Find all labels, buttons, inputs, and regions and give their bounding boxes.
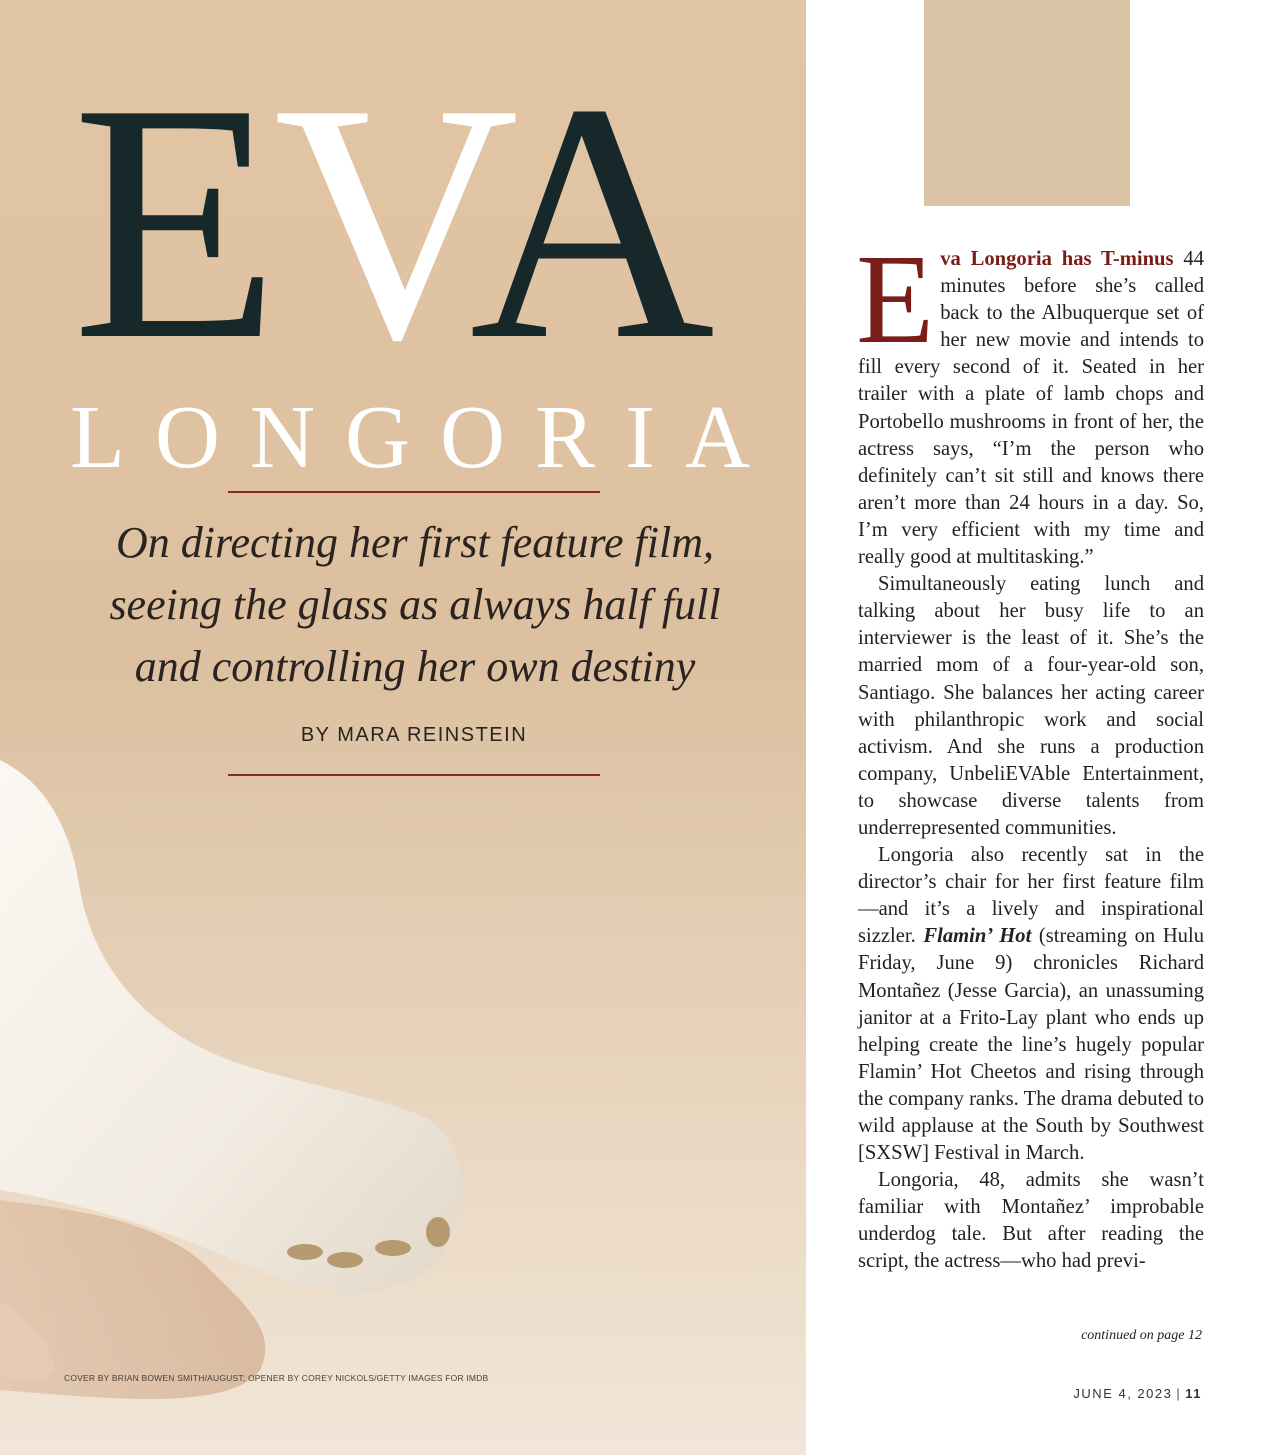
continued-note: continued on page 12	[1081, 1328, 1202, 1343]
headline-eva	[72, 33, 772, 410]
divider-top	[228, 491, 600, 493]
headline-letter-a: A	[469, 33, 709, 410]
paragraph-text: (streaming on Hulu Friday, June 9) chronicles Richard Montañez (Jesse Garcia), an unassuming janitor at a Frito-Lay plant who ends up helping create the line’s hugely popular Flamin’ Hot Cheetos and rising through the company ranks. The drama debuted to wild applause at the South by Southwest [SXSW] Festival in March.	[858, 925, 1205, 1165]
drop-cap: E	[856, 228, 935, 370]
article-body	[856, 228, 1205, 1276]
deck-line: seeing the glass as always half full	[109, 580, 721, 629]
paragraph-text: 44 minutes before she’s called back to the Albuquerque set of her new movie and intends to fill every second of it. Seated in her trailer with a plate of lamb chops and Portobello mushrooms in front of her, the actress says, “I’m the person who definitely can’t sit still and knows there aren’t more than 24 hours in a day. So, I’m very efficient with my time and really good at multitasking.”	[858, 248, 1204, 569]
divider-bottom	[228, 774, 600, 776]
page-number: 11	[1185, 1386, 1202, 1401]
white-sleeve-arm-photo	[0, 740, 806, 1455]
headline-letter-v: V	[273, 33, 470, 410]
photo-credit: COVER BY BRIAN BOWEN SMITH/AUGUST; OPENER BY COREY NICKOLS/GETTY IMAGES FOR IMDB	[64, 1373, 489, 1383]
page-folio	[1000, 1386, 1202, 1401]
article-paragraph: Simultaneously eating lunch and talking about her busy life to an interviewer is the least of it. She’s the married mom of a four-year-old son, Santiago. She balances her acting career with philanthropic work and social activism. And she runs a production company, UnbeliEVAble Entertainment, to showcase diverse talents from underrepresented communities.	[858, 573, 1204, 839]
article-paragraph: Longoria, 48, admits she wasn’t familiar with Montañez’ improbable underdog tale. But after reading the script, the actress—who had previ-	[858, 1169, 1204, 1273]
deck-line: and controlling her own destiny	[134, 642, 696, 691]
folio-separator: |	[1176, 1386, 1182, 1401]
article-paragraph	[856, 228, 1204, 571]
byline: BY MARA REINSTEIN	[300, 724, 528, 746]
article-paragraph	[858, 842, 1204, 1167]
deck	[60, 512, 770, 698]
paragraph-text: Longoria also recently sat in the director’s chair for her first feature film—and it’s a lively and inspirational sizzler.	[858, 844, 1204, 948]
headline-letter-e: E	[72, 33, 274, 410]
issue-date: JUNE 4, 2023	[1073, 1386, 1173, 1401]
lead-in: va Longoria has T-minus	[940, 248, 1174, 270]
decorative-tan-box	[924, 0, 1130, 206]
headline-longoria: LONGORIA	[70, 388, 780, 487]
film-title: Flamin’ Hot	[923, 925, 1032, 948]
deck-line: On directing her first feature film,	[115, 518, 715, 567]
